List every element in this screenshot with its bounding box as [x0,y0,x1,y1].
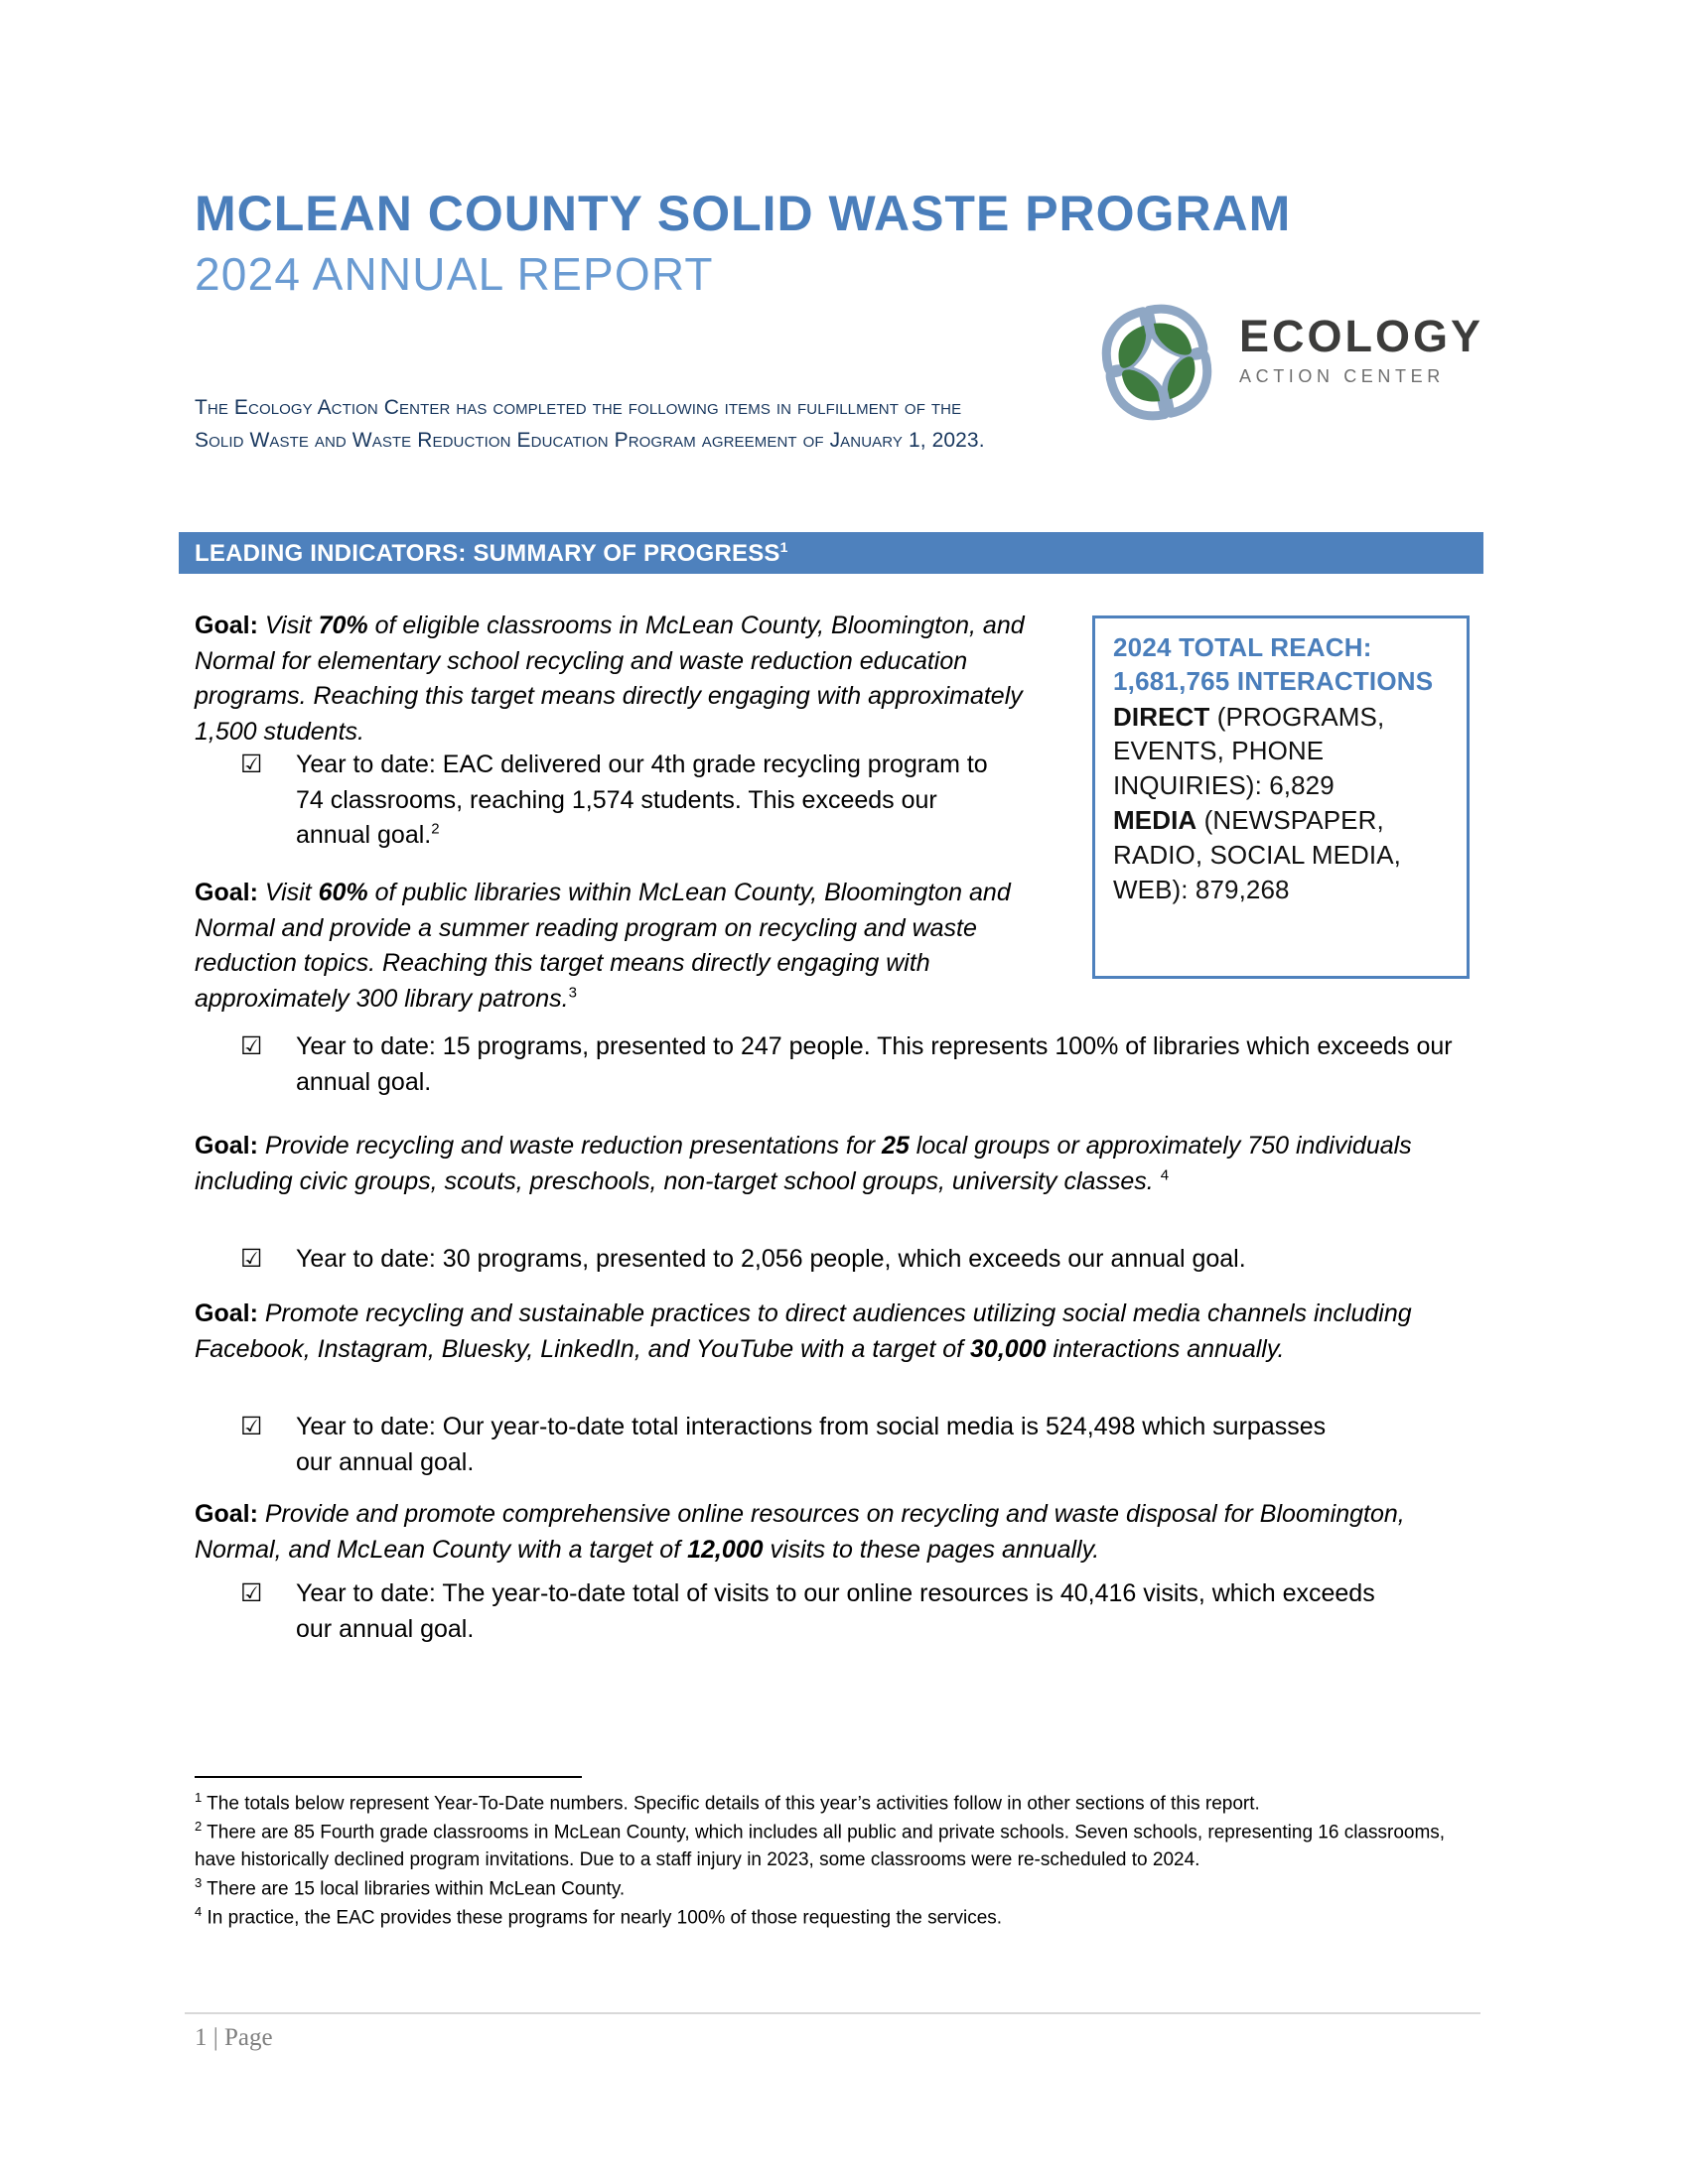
goal-text-b: of eligible classrooms in McLean County, Bloomington, and Normal for elementary school recycling and waste reduction education programs. Reaching this target means directly engaging with approximately 1,500 students. [195,612,1025,746]
checked-checkbox-icon: ☑ [240,1413,263,1440]
goal-highlight: 70% [318,612,368,639]
progress-item-4 [240,1410,1333,1480]
goal-highlight: 25 [882,1132,910,1160]
checked-checkbox-icon: ☑ [240,1245,263,1273]
progress-item-text [296,1576,1392,1647]
goal-block-1 [195,609,1068,750]
goal-statement [195,876,1078,1017]
goal-footnote-marker: 4 [1160,1166,1170,1184]
logo-subtitle: ACTION CENTER [1239,366,1445,386]
page-number-footer: 1 | Page [195,2024,273,2051]
footnote-item [195,1789,1485,1818]
footnote-text: In practice, the EAC provides these programs for nearly 100% of those requesting the services. [202,1907,1003,1929]
goal-text-b: interactions annually. [1046,1334,1285,1363]
goal-label: Goal: [195,1132,258,1160]
footnote-item [195,1903,1485,1932]
footnote-marker: 1 [195,1790,203,1805]
progress-item-3 [240,1242,1481,1278]
page-subtitle: 2024 ANNUAL REPORT [195,248,714,300]
goal-statement [195,609,1068,750]
footnotes [195,1789,1485,1932]
goal-statement [195,1297,1485,1367]
total-reach-heading: 2024 TOTAL REACH: 1,681,765 INTERACTIONS [1113,632,1434,697]
total-reach-direct [1113,700,1453,803]
section-banner [179,532,1483,574]
goal-highlight: 30,000 [970,1334,1047,1363]
media-label: MEDIA [1113,805,1197,836]
progress-item-2 [240,1029,1481,1100]
progress-text: Year to date: Our year-to-date total interactions from social media is 524,498 which surpasses our annual goal. [296,1413,1327,1476]
goal-footnote-marker: 3 [568,984,577,1002]
section-banner-text: LEADING INDICATORS: SUMMARY OF PROGRESS [195,540,780,567]
ecology-action-center-logo [1092,298,1484,427]
progress-text: Year to date: The year-to-date total of visits to our online resources is 40,416 visits, which exceeds our annual goal. [296,1579,1375,1643]
direct-value: (PROGRAMS, EVENTS, PHONE INQUIRIES): 6,829 [1113,701,1385,800]
goal-text-b: visits to these pages annually. [763,1535,1100,1564]
goal-highlight: 60% [318,879,368,906]
footnote-marker: 3 [195,1874,203,1890]
total-reach-callout [1092,615,1470,979]
progress-item-text [296,1242,1246,1278]
progress-item-text [296,1410,1333,1480]
footnote-text: There are 15 local libraries within McLean County. [202,1877,626,1899]
progress-text: Year to date: 30 programs, presented to 2,056 people, which exceeds our annual goal. [296,1245,1246,1273]
section-banner-label [195,539,788,568]
goal-text-b: local groups or approximately 750 individuals including civic groups, scouts, preschools, non-target school groups, university classes. [195,1132,1412,1195]
goal-block-5 [195,1497,1485,1568]
goal-block-3 [195,1129,1485,1199]
logo-word: ECOLOGY [1239,311,1484,361]
section-banner-footnote-marker: 1 [779,539,788,555]
total-reach-media [1113,803,1453,906]
footnote-marker: 4 [195,1903,203,1919]
direct-label: DIRECT [1113,701,1210,732]
footnote-separator [195,1776,582,1778]
logo-wordmark [1239,311,1484,386]
intro-paragraph: The Ecology Action Center has completed the following items in fulfillment of the Solid Waste and Waste Reduction Education Program agreement of January 1, 2023. [195,396,985,453]
goal-label: Goal: [195,612,258,639]
goal-block-2 [195,876,1078,1017]
progress-item-text [296,1029,1481,1100]
footer-separator [185,2012,1480,2014]
progress-item-text [296,748,995,854]
progress-item-5 [240,1576,1392,1647]
goal-text-a: Provide recycling and waste reduction presentations for [257,1132,883,1160]
goal-text-b: of public libraries within McLean County, Bloomington and Normal and provide a summer reading program on recycling and waste reduction topics. Reaching this target means directly engaging with approximately 300 library patrons. [195,879,1011,1013]
document-header [195,186,1495,302]
goal-label: Goal: [195,1500,258,1528]
page-title: MCLEAN COUNTY SOLID WASTE PROGRAM [195,186,1292,241]
goal-label: Goal: [195,879,258,906]
progress-item-1 [240,748,995,854]
progress-footnote-marker: 2 [431,820,440,838]
progress-text: Year to date: 15 programs, presented to 247 people. This represents 100% of libraries which exceeds our annual goal. [296,1032,1453,1096]
checked-checkbox-icon: ☑ [240,751,263,778]
footnote-text: The totals below represent Year-To-Date numbers. Specific details of this year’s activities follow in other sections of this report. [202,1793,1260,1815]
goal-label: Goal: [195,1299,258,1327]
media-value: (NEWSPAPER, RADIO, SOCIAL MEDIA, WEB): 879,268 [1113,805,1401,904]
goal-statement [195,1497,1485,1568]
goal-text-a: Promote recycling and sustainable practices to direct audiences utilizing social media channels including Facebook, Instagram, Bluesky, LinkedIn, and YouTube with a target of [195,1299,1412,1363]
footnote-item [195,1874,1485,1903]
goal-block-4 [195,1297,1485,1367]
checked-checkbox-icon: ☑ [240,1032,263,1060]
four-petal-leaf-icon [1092,298,1221,427]
goal-highlight: 12,000 [687,1535,764,1564]
goal-text-a: Provide and promote comprehensive online resources on recycling and waste disposal for Bloomington, Normal, and McLean County with a target of [195,1500,1405,1564]
goal-text-a: Visit [257,879,319,906]
footnote-text: There are 85 Fourth grade classrooms in McLean County, which includes all public and private schools. Seven schools, representing 16 classrooms, have historically declined program invitations. Due to a staff injury in 2023, some classrooms were re-scheduled to 2024. [195,1822,1446,1870]
checked-checkbox-icon: ☑ [240,1579,263,1607]
progress-text: Year to date: EAC delivered our 4th grade recycling program to 74 classrooms, reaching 1,574 students. This exceeds our annual goal. [296,751,988,849]
goal-statement [195,1129,1485,1199]
footnote-marker: 2 [195,1819,203,1835]
goal-text-a: Visit [257,612,319,639]
footnote-item [195,1818,1485,1873]
